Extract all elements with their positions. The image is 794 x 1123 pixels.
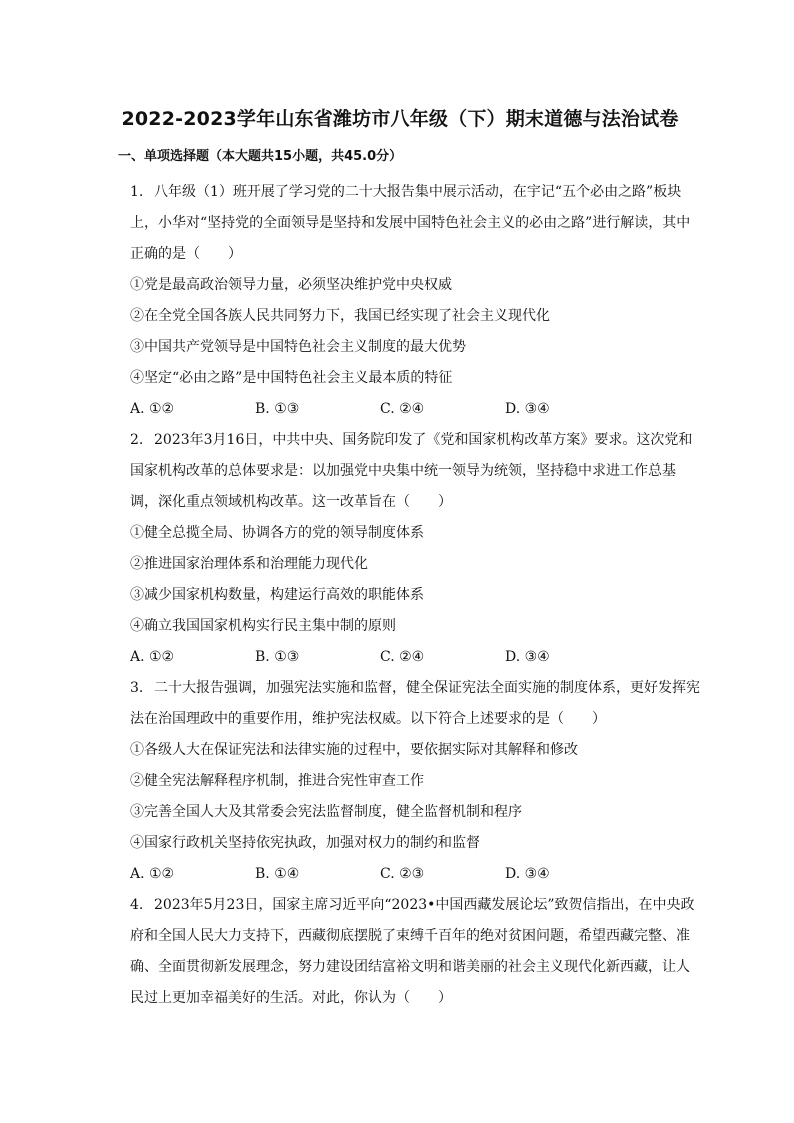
choice-a: A. ①②	[130, 649, 175, 665]
statement-option: ③完善全国人大及其常委会宪法监督制度，健全监督机制和程序	[130, 804, 522, 820]
choice-b: B. ①③	[255, 401, 300, 417]
statement-option: ①各级人大在保证宪法和法律实施的过程中，要依据实际对其解释和修改	[130, 742, 578, 758]
choice-b: B. ①③	[255, 649, 300, 665]
question-number: 4.	[130, 897, 144, 913]
question-text: 二十大报告强调，加强宪法实施和监督，健全保证宪法全面实施的制度体系，更好发挥宪法在治国理政中的重要作用，维护宪法权威。以下符合上述要求的是（ ）	[130, 680, 700, 727]
statement-option: ②在全党全国各族人民共同努力下，我国已经实现了社会主义现代化	[130, 308, 550, 324]
choice-c: C. ②③	[380, 866, 425, 882]
question-4	[130, 890, 700, 1014]
exam-title: 2022-2023学年山东省潍坊市八年级（下）期末道德与法治试卷	[121, 108, 679, 130]
question-stem	[130, 425, 700, 518]
choice-a: A. ①②	[130, 401, 175, 417]
choice-d: D. ③④	[505, 866, 550, 882]
answer-choices	[130, 394, 700, 425]
question-3	[130, 673, 700, 890]
statement-option: ④坚定“必由之路”是中国特色社会主义最本质的特征	[130, 370, 453, 386]
statement-option: ③减少国家机构数量，构建运行高效的职能体系	[130, 587, 424, 603]
choice-b: B. ①④	[255, 866, 300, 882]
choice-d: D. ③④	[505, 401, 550, 417]
statement-option: ④国家行政机关坚持依宪执政，加强对权力的制约和监督	[130, 835, 480, 851]
question-1	[130, 177, 700, 425]
question-stem	[130, 890, 700, 1014]
question-text: 2023年3月16日，中共中央、国务院印发了《党和国家机构改革方案》要求。这次党和国家机构改革的总体要求是：以加强党中央集中统一领导为统领，坚持稳中求进工作总基调，深化重点领域机构改革。这一改革旨在（ ）	[130, 432, 693, 510]
choice-c: C. ②④	[380, 649, 425, 665]
question-text: 八年级（1）班开展了学习党的二十大报告集中展示活动，在宇记“五个必由之路”板块上，小华对“坚持党的全面领导是坚持和发展中国特色社会主义的必由之路”进行解读，其中正确的是（ ）	[130, 184, 691, 262]
question-number: 2.	[130, 432, 144, 448]
statement-option: ③中国共产党领导是中国特色社会主义制度的最大优势	[130, 339, 466, 355]
statement-option: ①健全总揽全局、协调各方的党的领导制度体系	[130, 525, 424, 541]
section-heading: 一、单项选择题（本大题共15小题，共45.0分）	[118, 149, 403, 164]
question-number: 3.	[130, 680, 144, 696]
question-2	[130, 425, 700, 673]
statement-option: ④确立我国国家机构实行民主集中制的原则	[130, 618, 396, 634]
choice-d: D. ③④	[505, 649, 550, 665]
answer-choices	[130, 859, 700, 890]
question-number: 1.	[130, 184, 144, 200]
question-stem	[130, 177, 700, 270]
statement-option: ②健全宪法解释程序机制，推进合宪性审查工作	[130, 773, 424, 789]
question-text: 2023年5月23日，国家主席习近平向“2023•中国西藏发展论坛”致贺信指出，在中央政府和全国人民大力支持下，西藏彻底摆脱了束缚千百年的绝对贫困问题，希望西藏完整、准确、全面贯彻新发展理念，努力建设团结富裕文明和谐美丽的社会主义现代化新西藏，让人民过上更加幸福美好的生活。对此，你认为（ ）	[130, 897, 695, 1006]
choice-a: A. ①②	[130, 866, 175, 882]
choice-c: C. ②④	[380, 401, 425, 417]
statement-option: ①党是最高政治领导力量，必须坚决维护党中央权威	[130, 277, 452, 293]
answer-choices	[130, 642, 700, 673]
question-stem	[130, 673, 700, 735]
statement-option: ②推进国家治理体系和治理能力现代化	[130, 556, 368, 572]
